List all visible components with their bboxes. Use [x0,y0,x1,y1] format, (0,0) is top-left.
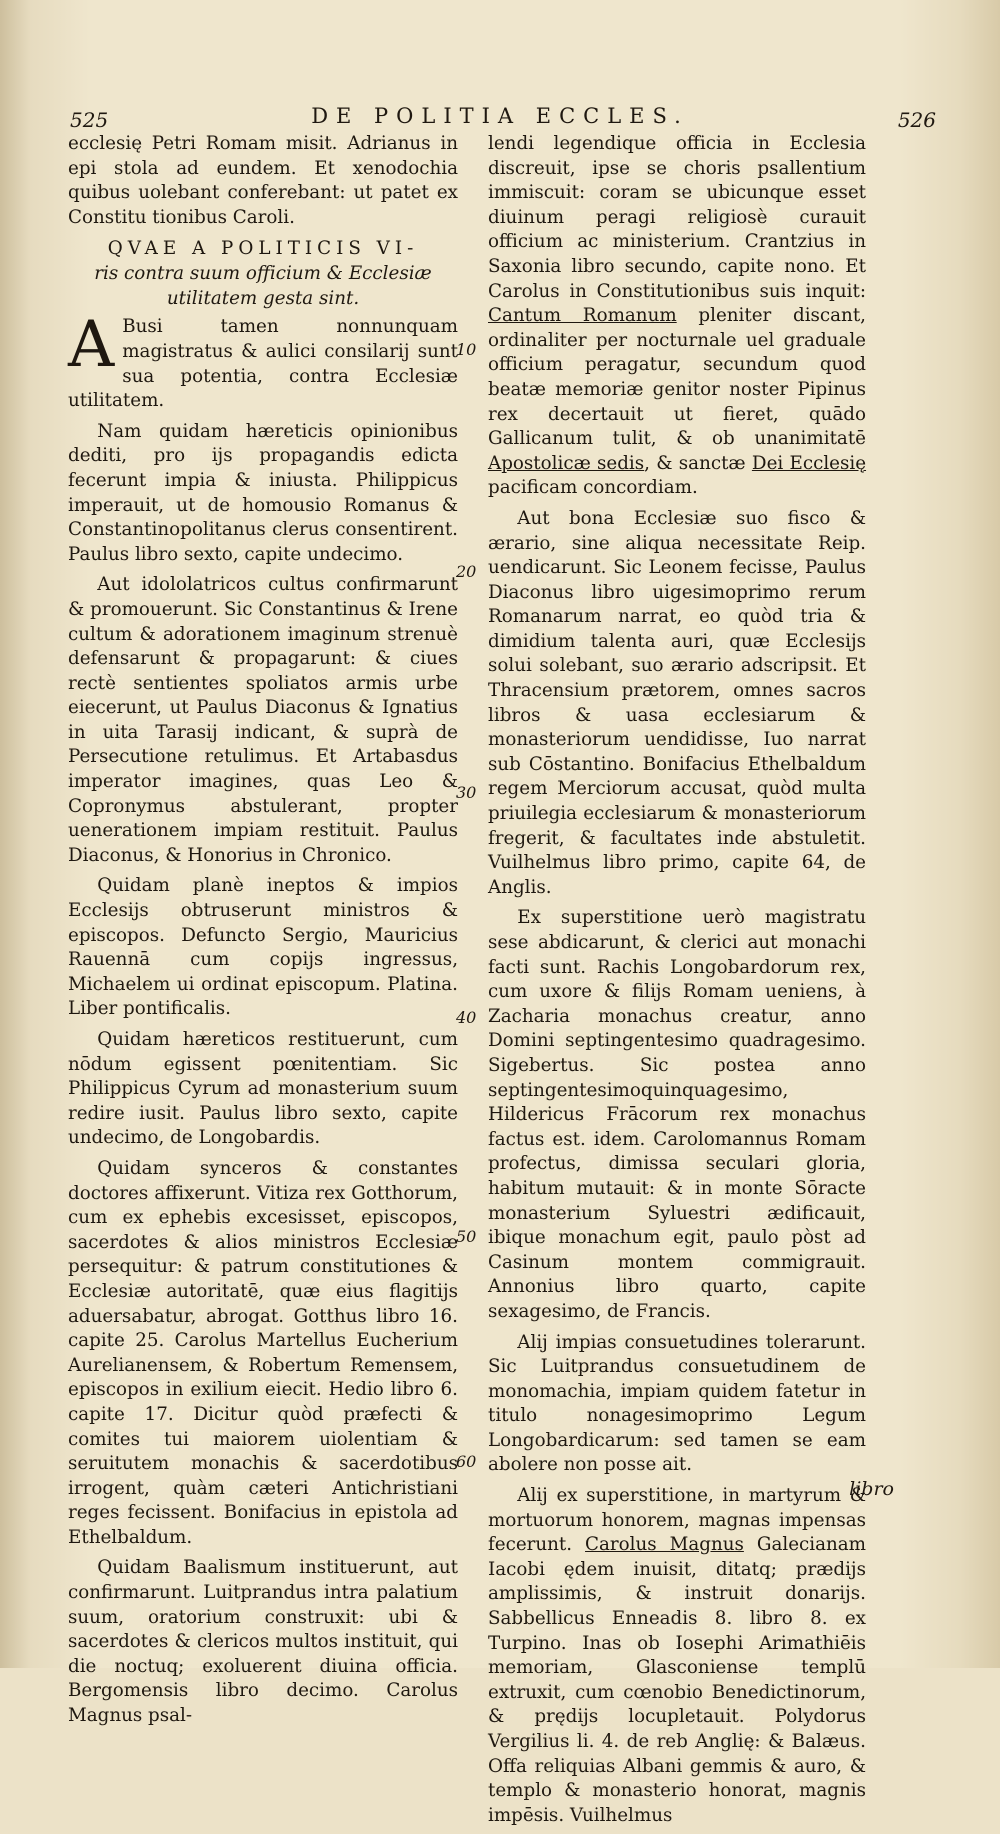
line-number: 30 [456,783,477,802]
paragraph: Aut idololatricos cultus confirmarunt & promouerunt. Sic Constantinus & Irene cultum & adorationem imaginum strenuè defensarunt & propagarunt: & ciues rectè sentientes spoliatos armis urbe eiecerunt, ut Paulus Diaconus & Ignatius in uita Tarasij indicant, & suprà de Persecutione retulimus. Et Artabasdus imperator imagines, quas Leo & Copronymus abstulerant, propter uenerationem impiam restituit. Paulus Diaconus, & Honorius in Chronico. [68,574,458,866]
underlined-text: Cantum Romanum [488,305,677,327]
paragraph-dropcap [68,308,458,413]
line-number: 50 [456,1227,477,1246]
underlined-text: Carolus Magnus [585,1534,744,1556]
left-column [68,132,458,1735]
drop-capital: A [68,308,115,383]
paragraph-text: pleniter discant, ordinaliter per nocturnale uel graduale officium peragatur, secundum quod beatæ memoriæ genitor noster Pipinus rex decertauit ut fieret, quādo Gallicanum tulit, & ob unanimitatē [488,305,866,450]
running-title: DE POLITIA ECCLES. [311,104,689,128]
line-number: 60 [456,1452,477,1471]
paragraph: Nam quidam hæreticis opinionibus dediti, pro ijs propagandis edicta fecerunt impia & iniusta. Philippicus imperauit, ut de homousio Romanus & Constantinopolitanus clerus consentirent. Paulus libro sexto, capite undecimo. [68,420,458,565]
paragraph-text: Alij ex superstitione, in martyrum & mortuorum honorem, magnas impensas fecerunt. [488,1485,866,1556]
paragraph: Quidam hæreticos restituerunt, cum nōdum egissent pœnitentiam. Sic Philippicus Cyrum ad monasterium suum redire iusit. Paulus libro sexto, capite undecimo, de Longobardis. [68,1029,458,1149]
underlined-text: Apostolicæ sedis [488,452,645,474]
paragraph: Ex superstitione uerò magistratu sese abdicarunt, & clerici aut monachi facti sunt. Rachis Longobardorum rex, cum uxore & filijs Romam ueniens, à Zacharia monachus creatur, anno Domini septingentesimo quadragesimo. Sigebertus. Sic postea anno septingentesimoquinquagesimo, Hildericus Frācorum rex monachus factus est. idem. Carolomannus Romam profectus, dimissa seculari gloria, habitum mutauit: & in monte Sōracte monasterium Syluestri ædificauit, ibique monachum egit, paulo pòst ad Casinum montem commigrauit. Annonius libro quarto, capite sexagesimo, de Francis. [488,907,866,1322]
paragraph-text: Busi tamen nonnunquam magistratus & aulici consilarij sunt sua potentia, contra Ecclesiæ utilitatem. [68,316,458,412]
right-column [488,132,866,1834]
line-number: 20 [456,562,477,581]
paragraph-text: Galecianam Iacobi ędem inuisit, ditatq; prædijs amplissimis, & instruit donarijs. Sabbellicus Enneadis 8. libro 8. ex Turpino. Inas ob Iosephi Arimathiēis memoriam, Glasconiense templū extruxit, cum cœnobio Benedictinorum, & prędijs locupletauit. Polydorus Vergilius li. 4. de reb Anglię: & Balæus. Offa reliquias Albani gemmis & auro, & templo & monasterio honorat, magnis impēsis. Vuilhelmus [488,1534,867,1826]
paragraph [488,1484,866,1828]
paragraph: Alij impias consuetudines tolerarunt. Sic Luitprandus consuetudinem de monomachia, impiam quidem fatetur in titulo nonagesimoprimo Legum Longobardicarum: sed tamen se eam abolere non posse ait. [488,1331,866,1476]
catchword: libro [849,1478,894,1500]
section-heading [68,236,458,311]
paragraph: Quidam synceros & constantes doctores affixerunt. Vitiza rex Gotthorum, cum ex ephebis excesisset, episcopos, sacerdotes & alios ministros Ecclesiæ persequitur: & patrum constitutiones & Ecclesiæ autoritatē, quæ eius flagitijs aduersabatur, abrogat. Gotthus libro 16. capite 25. Carolus Martellus Eucherium Aurelianensem, & Robertum Remensem, episcopos in exilium eiecit. Hedio libro 6. capite 17. Dicitur quòd præfecti & comites tui maiorem uiolentiam & seruitutem monachis & sacerdotibus irrogent, quàm cæteri Antichristiani reges fecissent. Bonifacius in epistola ad Ethelbaldum. [68,1157,458,1548]
line-number: 10 [456,340,477,359]
line-number: 40 [456,1008,477,1027]
underlined-text: Dei Ecclesię [751,452,867,474]
paragraph [488,132,866,501]
paragraph-text: , & sanctæ [644,452,746,474]
paragraph: Quidam planè ineptos & impios Ecclesijs obtruserunt ministros & episcopos. Defuncto Sergio, Mauricius Rauennā cum copijs ingressus, Michaelem ui ordinat episcopum. Platina. Liber pontificalis. [68,875,458,1020]
paragraph-text: lendi legendique officia in Ecclesia discreuit, ipse se choris psallentium immiscuit: coram se ubicunque esset diuinum peragi religiosè curauit officium ac ministerium. Crantzius in Saxonia libro secundo, capite nono. Et Carolus in Constitutionibus suis inquit: [488,133,866,302]
paragraph-text: pacificam concordiam. [488,477,698,499]
line-number-margin [456,0,484,1668]
paragraph: ecclesię Petri Romam misit. Adrianus in epi stola ad eundem. Et xenodochia quibus uolebant conferebant: ut patet ex Constitu tionibus Caroli. [68,133,458,228]
heading-italic: ris contra suum officium & Ecclesiæ utilitatem gesta sint. [94,263,432,310]
page-number-left: 525 [70,108,109,132]
paragraph: Quidam Baalismum instituerunt, aut confirmarunt. Luitprandus intra palatium suum, oratorium construxit: ubi & sacerdotes & clericos multos instituit, qui die noctuq; exoluerent diuina officia. Bergomensis libro decimo. Carolus Magnus psal- [68,1557,458,1727]
page-number-right: 526 [897,108,936,132]
paragraph: Aut bona Ecclesiæ suo fisco & ærario, sine aliqua necessitate Reip. uendicarunt. Sic Leonem fecisse, Paulus Diaconus libro uigesimoprimo rerum Romanarum narrat, eo quòd tria & dimidium talenta auri, quæ Ecclesijs solui solebant, suo ærario adscripsit. Et Thracensium prætorem, omnes sacros libros & uasa ecclesiarum & monasteriorum uendidisse, Iuo narrat sub Cōstantino. Bonifacius Ethelbaldum regem Merciorum accusat, quòd multa priuilegia ecclesiarum & monasteriorum fregerit, & facultates inde abstuletit. Vuilhelmus libro primo, capite 64, de Anglis. [488,507,866,898]
heading-smallcaps: QVAE A POLITICIS VI- [107,238,419,260]
